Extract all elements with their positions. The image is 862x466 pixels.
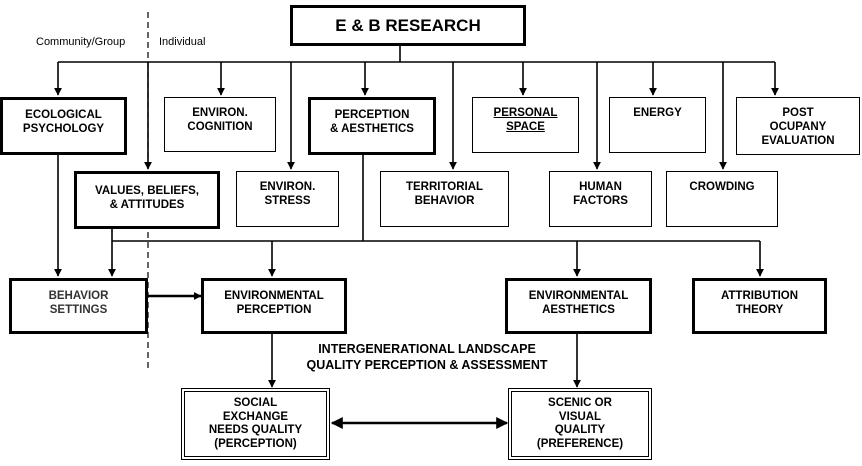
perception-aesthetics-label: PERCEPTION & AESTHETICS (330, 109, 414, 135)
scenic-visual-label: SCENIC OR VISUAL QUALITY (PREFERENCE) (536, 397, 624, 450)
human-factors-box (549, 171, 652, 227)
territorial-behavior-label: TERRITORIAL BEHAVIOR (405, 181, 484, 207)
environ-stress-box (236, 171, 339, 227)
community-group-label: Community/Group (36, 36, 126, 48)
energy-label: ENERGY (633, 107, 682, 119)
personal-space-box (472, 97, 579, 153)
ecological-psychology-box (0, 97, 127, 155)
center-caption (268, 341, 586, 373)
scenic-visual-box (508, 388, 652, 460)
environmental-perception-label: ENVIRONMENTAL PERCEPTION (224, 290, 324, 316)
perception-aesthetics-box (308, 97, 436, 155)
ecological-psychology-label: ECOLOGICAL PSYCHOLOGY (22, 109, 105, 135)
crowding-box (666, 171, 778, 227)
center-caption-text: INTERGENERATIONAL LANDSCAPE QUALITY PERCEPTION & ASSESSMENT (306, 342, 548, 372)
social-exchange-box (181, 388, 330, 460)
social-exchange-label: SOCIAL EXCHANGE NEEDS QUALITY (PERCEPTION) (208, 397, 303, 450)
values-beliefs-label: VALUES, BELIEFS, & ATTITUDES (95, 185, 199, 211)
environ-stress-label: ENVIRON. STRESS (259, 181, 316, 207)
energy-box (609, 97, 706, 153)
territorial-behavior-box (380, 171, 509, 227)
individual-label: Individual (159, 36, 206, 48)
environmental-perception-box (201, 278, 347, 334)
crowding-label: CROWDING (689, 181, 755, 193)
title-box (290, 5, 526, 46)
human-factors-label: HUMAN FACTORS (573, 181, 628, 207)
attribution-theory-label: ATTRIBUTION THEORY (720, 290, 799, 316)
environmental-aesthetics-box (505, 278, 652, 334)
environ-cognition-box (164, 97, 276, 152)
behavior-settings-box (9, 278, 148, 334)
post-occupancy-label: POST OCUPANY EVALUATION (761, 107, 835, 147)
behavior-settings-label: BEHAVIOR SETTINGS (48, 290, 109, 316)
attribution-theory-box (692, 278, 827, 334)
title-text: E & B RESEARCH (335, 15, 481, 35)
environmental-aesthetics-label: ENVIRONMENTAL AESTHETICS (528, 290, 629, 316)
environ-cognition-label: ENVIRON. COGNITION (187, 107, 253, 133)
post-occupancy-box (736, 97, 860, 155)
values-beliefs-box (74, 171, 220, 229)
personal-space-label: PERSONAL SPACE (493, 107, 558, 133)
